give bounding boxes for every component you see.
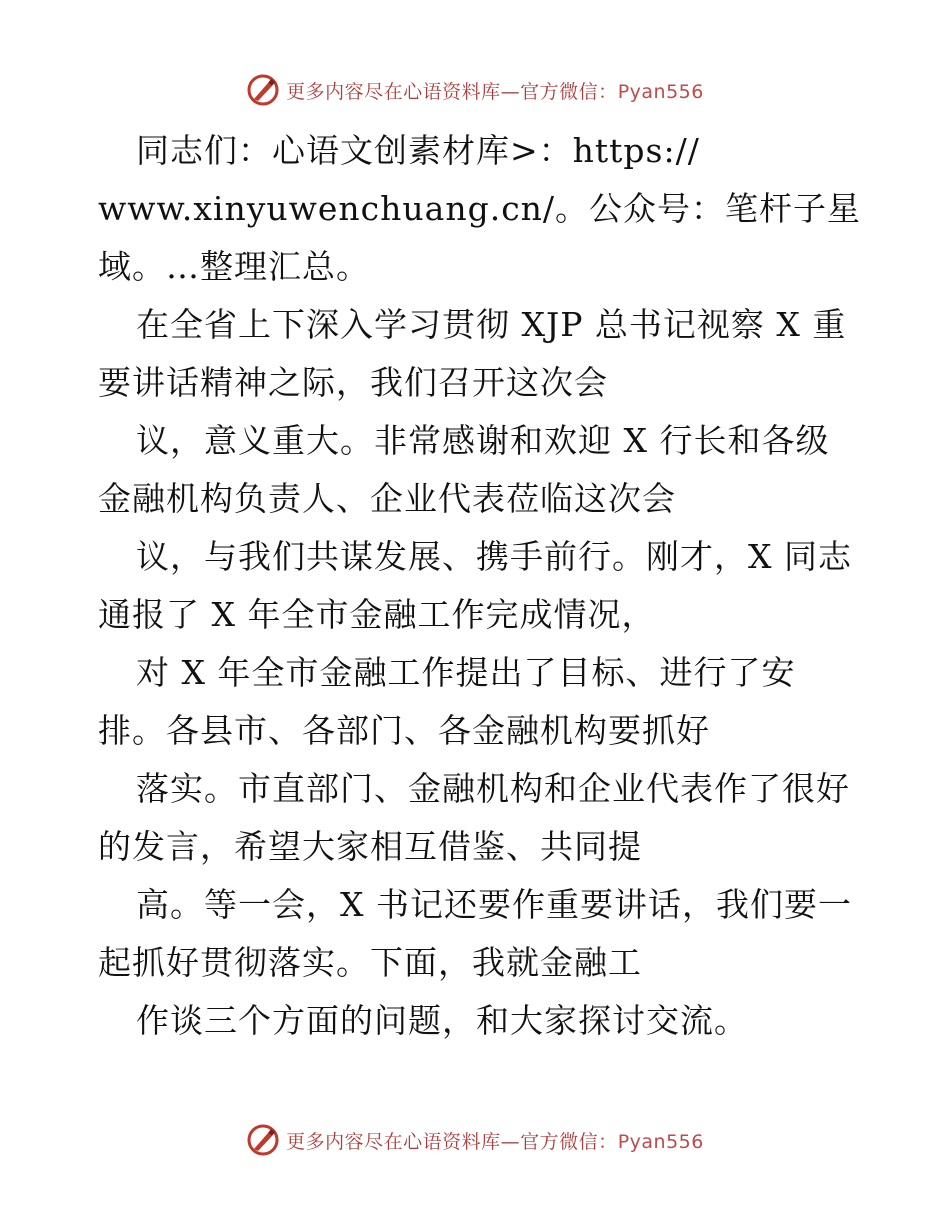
text-line: 通报了 X 年全市金融工作完成情况， [98, 595, 656, 634]
banner-suffix-text: 官方微信： [520, 1130, 618, 1153]
text-line: 对 X 年全市金融工作提出了目标、进行了安 [136, 653, 796, 692]
text-line: 排。各县市、各部门、各金融机构要抓好 [98, 711, 710, 750]
footer-banner [0, 1120, 950, 1160]
banner-main-text: 更多内容尽在心语资料库 [286, 80, 501, 103]
text-line: 域。…整理汇总。 [98, 247, 370, 286]
text-line: 要讲话精神之际，我们召开这次会 [98, 363, 608, 402]
banner-wechat-id: Pyan556 [617, 1130, 704, 1153]
text-line: 金融机构负责人、企业代表莅临这次会 [98, 479, 676, 518]
banner-separator: — [500, 1130, 521, 1153]
text-line: 议，意义重大。非常感谢和欢迎 X 行长和各级 [136, 421, 830, 460]
pen-logo-icon [246, 73, 280, 107]
text-line: www.xinyuwenchuang.cn/。公众号：笔杆子星 [98, 189, 862, 228]
pen-logo-icon [246, 1123, 280, 1157]
text-line: 议，与我们共谋发展、携手前行。刚才，X 同志 [136, 537, 852, 576]
text-line: 同志们：心语文创素材库>：https:// [136, 131, 700, 170]
text-line: 落实。市直部门、金融机构和企业代表作了很好 [136, 769, 850, 808]
text-line: 在全省上下深入学习贯彻 XJP 总书记视察 X 重 [136, 305, 847, 344]
text-line: 作谈三个方面的问题，和大家探讨交流。 [136, 1001, 748, 1040]
text-line: 高。等一会，X 书记还要作重要讲话，我们要一 [136, 885, 852, 924]
document-body [98, 122, 868, 1050]
header-banner [0, 70, 950, 110]
text-line: 起抓好贯彻落实。下面，我就金融工 [98, 943, 642, 982]
banner-main-text: 更多内容尽在心语资料库 [286, 1130, 501, 1153]
banner-wechat-id: Pyan556 [617, 80, 704, 103]
text-line: 的发言，希望大家相互借鉴、共同提 [98, 827, 642, 866]
banner-separator: — [500, 80, 521, 103]
banner-suffix-text: 官方微信： [520, 80, 618, 103]
